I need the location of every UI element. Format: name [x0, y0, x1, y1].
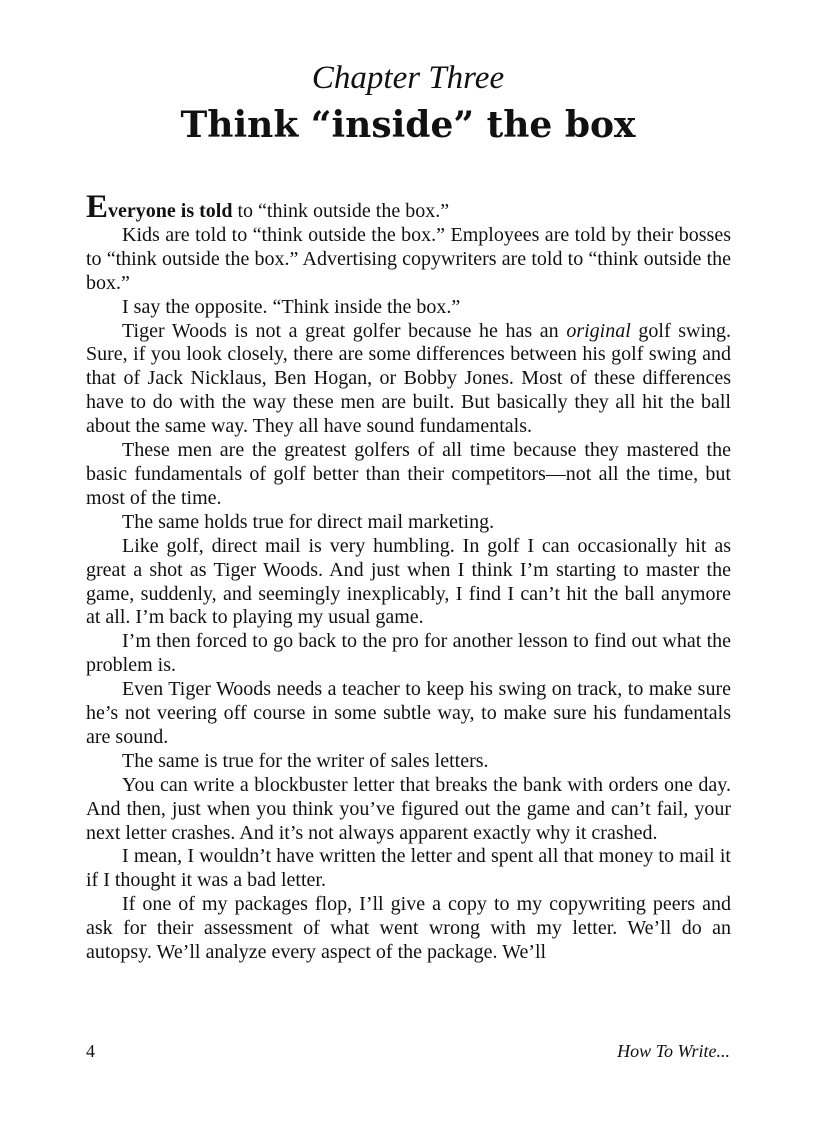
paragraph: I’m then forced to go back to the pro for another lesson to find out what the problem is. [86, 630, 731, 677]
lead-in-bold: veryone is told [108, 200, 233, 222]
chapter-label: Chapter Three [311, 60, 505, 96]
paragraph: Tiger Woods is not a great golfer because he has an original golf swing. Sure, if you look closely, there are some differences between his golf swing and that of Jack Nicklaus, Ben Hogan, or Bobby Jones. Most of these differences have to do with the way these men are built. But basically they all hit the ball about the same way. They all have sound fundamentals. [86, 319, 732, 438]
body-text [86, 189, 732, 965]
running-title: How To Write... [617, 1041, 730, 1061]
paragraph: Kids are told to “think outside the box.” Employees are told by their bosses to “think outside the box.” Advertising copywriters are told to “think outside the box.” [86, 223, 731, 294]
paragraph: I say the opposite. “Think inside the box.” [122, 295, 461, 318]
paragraph: These men are the greatest golfers of all time because they mastered the basic fundamentals of golf better than their competitors—not all the time, but most of the time. [86, 439, 731, 509]
opening-text: to “think outside the box.” [232, 200, 450, 222]
paragraph: I mean, I wouldn’t have written the letter and spent all that money to mail it if I thought it was a bad letter. [86, 845, 731, 892]
paragraph: The same holds true for direct mail marketing. [122, 510, 495, 533]
paragraph: Even Tiger Woods needs a teacher to keep his swing on track, to make sure he’s not veering off course in some subtle way, to make sure his fundamentals are sound. [86, 678, 731, 748]
opening-paragraph [86, 189, 731, 225]
drop-cap: E [86, 189, 109, 225]
paragraph: The same is true for the writer of sales letters. [122, 749, 489, 772]
chapter-title: Think “inside” the box [180, 104, 636, 146]
page-number: 4 [86, 1041, 95, 1061]
emphasis: original [566, 319, 631, 342]
paragraph: Like golf, direct mail is very humbling. In golf I can occasionally hit as great a shot as Tiger Woods. And just when I think I’m starting to master the game, suddenly, and seemingly inexplicably, I find I can’t hit the ball anymore at all. I’m back to playing my usual game. [86, 534, 731, 629]
paragraph: You can write a blockbuster letter that breaks the bank with orders one day. And then, just when you think you’ve figured out the game and can’t fail, your next letter crashes. And it’s not always apparent exactly why it crashed. [86, 773, 731, 844]
paragraph: If one of my packages flop, I’ll give a copy to my copywriting peers and ask for their assessment of what went wrong with my letter. We’ll do an autopsy. We’ll analyze every aspect of the package. We’ll [86, 893, 731, 964]
